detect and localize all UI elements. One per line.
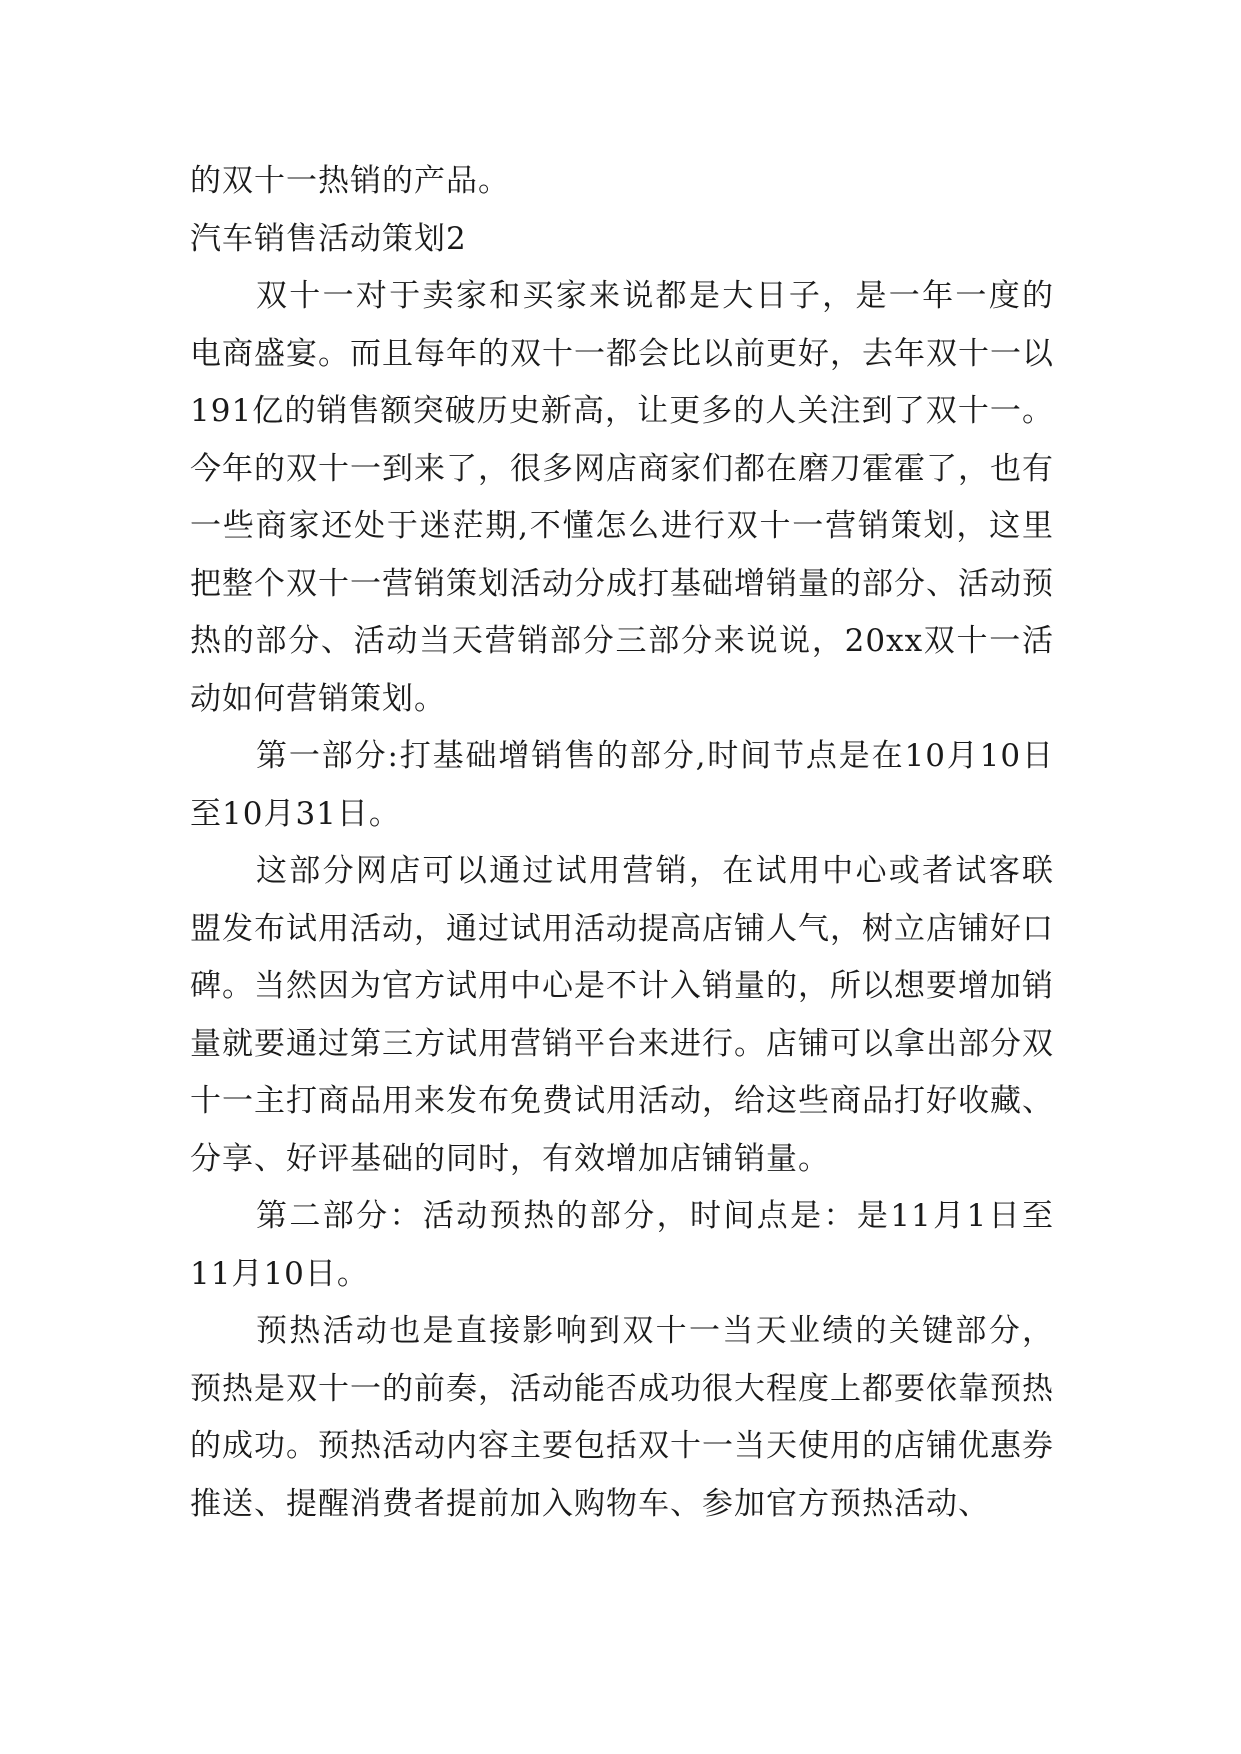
paragraph-part-two-body: 预热活动也是直接影响到双十一当天业绩的关键部分，预热是双十一的前奏，活动能否成功很大程度上都要依靠预热的成功。预热活动内容主要包括双十一当天使用的店铺优惠券推送、提醒消费者提前加入购物车、参加官方预热活动、: [190, 1313, 1054, 1522]
paragraph-part-one-body: 这部分网店可以通过试用营销，在试用中心或者试客联盟发布试用活动，通过试用活动提高店铺人气，树立店铺好口碑。当然因为官方试用中心是不计入销量的，所以想要增加销量就要通过第三方试用营销平台来进行。店铺可以拿出部分双十一主打商品用来发布免费试用活动，给这些商品打好收藏、分享、好评基础的同时，有效增加店铺销量。: [190, 853, 1054, 1177]
section-heading: 汽车销售活动策划2: [190, 220, 467, 257]
paragraph-continuation: 的双十一热销的产品。: [190, 163, 510, 199]
paragraph-part-one-title: 第一部分:打基础增销售的部分,时间节点是在10月10日至10月31日。: [190, 738, 1054, 832]
document-body: [190, 153, 1054, 1533]
paragraph-part-two-title: 第二部分：活动预热的部分，时间点是：是11月1日至11月10日。: [190, 1198, 1054, 1292]
paragraph-intro: 双十一对于卖家和买家来说都是大日子，是一年一度的电商盛宴。而且每年的双十一都会比以前更好，去年双十一以191亿的销售额突破历史新高，让更多的人关注到了双十一。今年的双十一到来了，很多网店商家们都在磨刀霍霍了，也有一些商家还处于迷茫期,不懂怎么进行双十一营销策划，这里把整个双十一营销策划活动分成打基础增销量的部分、活动预热的部分、活动当天营销部分三部分来说说，20xx双十一活动如何营销策划。: [190, 278, 1054, 717]
